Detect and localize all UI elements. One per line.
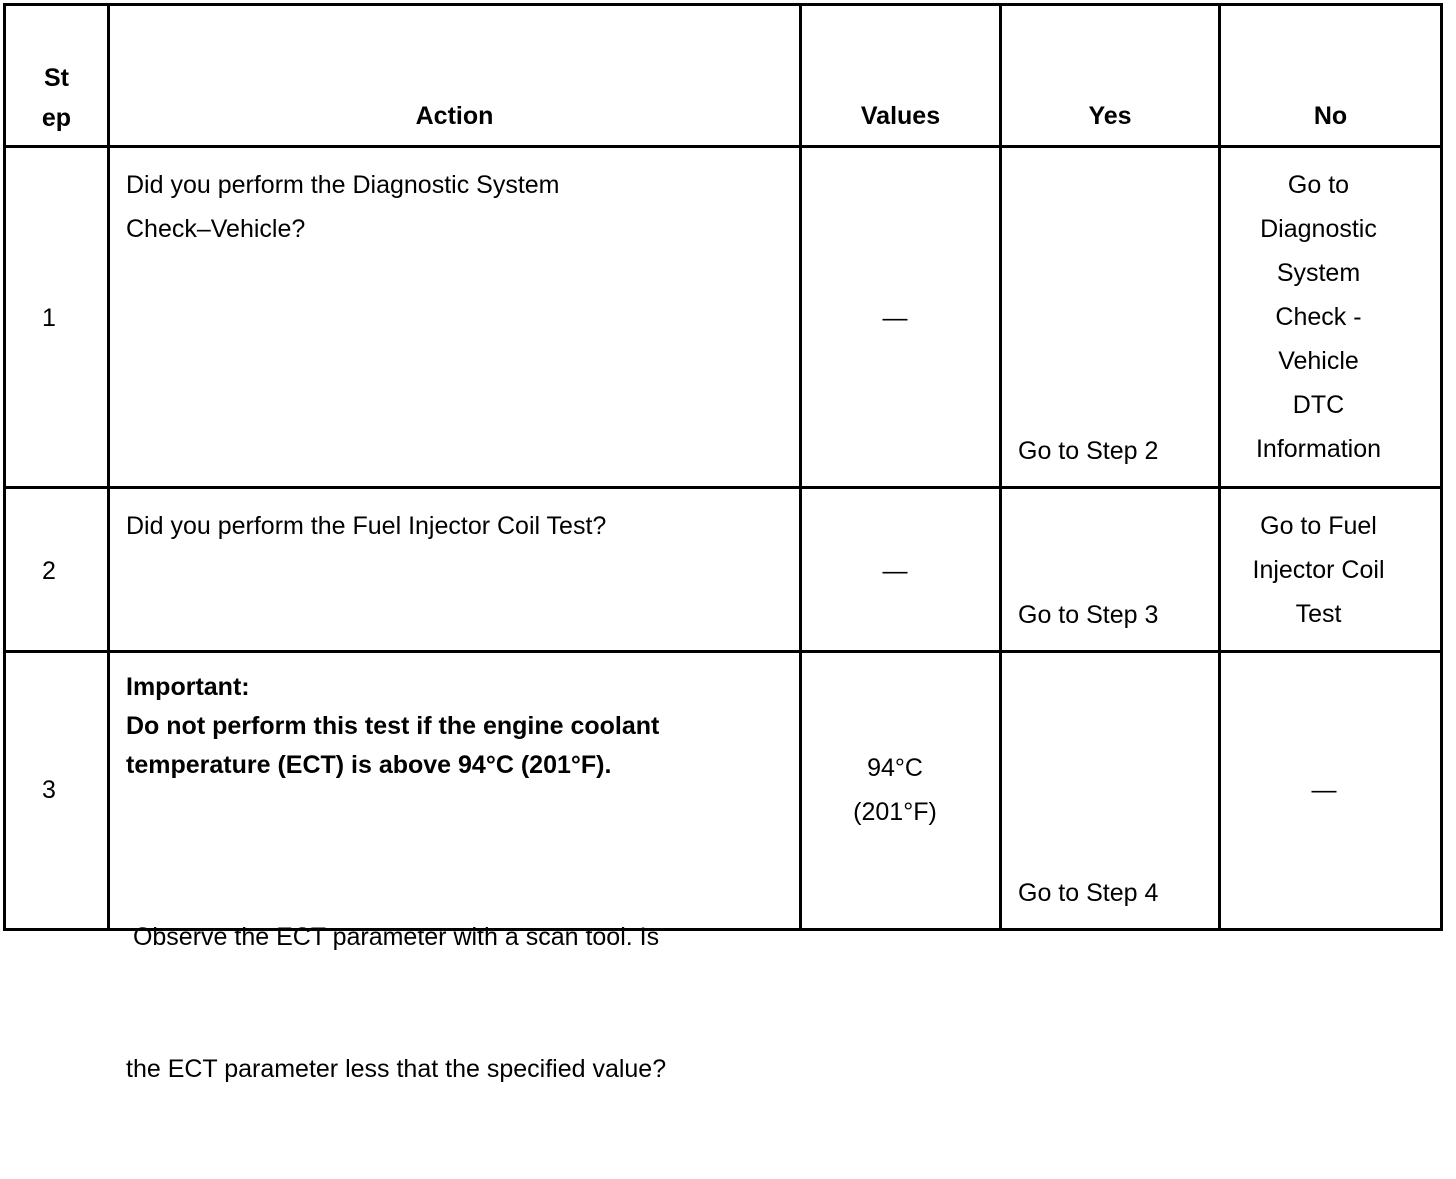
no-line: Information <box>1255 435 1382 463</box>
grid-line <box>999 3 1002 931</box>
grid-line <box>107 3 110 931</box>
no-line: Check - <box>1275 303 1362 331</box>
no-line: Go to Fuel <box>1260 512 1377 540</box>
no-line: DTC <box>1292 391 1345 419</box>
important-line: Do not perform this test if the engine coolant <box>126 712 660 740</box>
value-text: — <box>882 557 908 585</box>
action-line: the ECT parameter less that the specified value? <box>126 1055 667 1083</box>
no-line: System <box>1276 259 1361 287</box>
header-step-line: ep <box>41 104 72 132</box>
no-line: Injector Coil <box>1252 556 1385 584</box>
grid-line <box>3 3 1443 6</box>
action-text <box>126 163 796 251</box>
header-step-line: St <box>44 64 69 92</box>
action-line: Check–Vehicle? <box>126 215 306 243</box>
value-line: 94°C <box>867 754 923 782</box>
header-step <box>6 58 107 138</box>
yes-link[interactable]: Go to Step 4 <box>1018 879 1159 907</box>
header-action: Action <box>415 102 494 130</box>
action-text <box>126 827 796 1179</box>
action-line: Did you perform the Diagnostic System <box>126 171 560 199</box>
grid-line <box>3 145 1443 148</box>
no-line: Test <box>1295 600 1342 628</box>
grid-line <box>3 650 1443 653</box>
yes-link[interactable]: Go to Step 2 <box>1018 437 1159 465</box>
grid-line <box>3 486 1443 489</box>
step-number: 2 <box>42 557 56 585</box>
header-values: Values <box>860 102 941 130</box>
no-link[interactable] <box>1221 163 1416 471</box>
header-no: No <box>1313 102 1348 130</box>
action-text: Did you perform the Fuel Injector Coil Test? <box>126 512 607 540</box>
grid-line <box>1440 3 1443 931</box>
no-line: Vehicle <box>1278 347 1359 375</box>
important-label: Important: <box>126 673 250 701</box>
value-text <box>802 746 988 834</box>
no-link[interactable] <box>1221 504 1416 636</box>
important-note <box>126 668 796 785</box>
no-line: Diagnostic <box>1260 215 1377 243</box>
no-line: Go to <box>1287 171 1350 199</box>
step-number: 1 <box>42 304 56 332</box>
step-number: 3 <box>42 776 56 804</box>
important-line: temperature (ECT) is above 94°C (201°F). <box>126 751 612 779</box>
action-line: Observe the ECT parameter with a scan tool. Is <box>126 923 660 951</box>
header-yes: Yes <box>1088 102 1132 130</box>
value-line: (201°F) <box>853 798 937 826</box>
no-text: — <box>1311 776 1337 804</box>
yes-link[interactable]: Go to Step 3 <box>1018 601 1159 629</box>
value-text: — <box>882 304 908 332</box>
